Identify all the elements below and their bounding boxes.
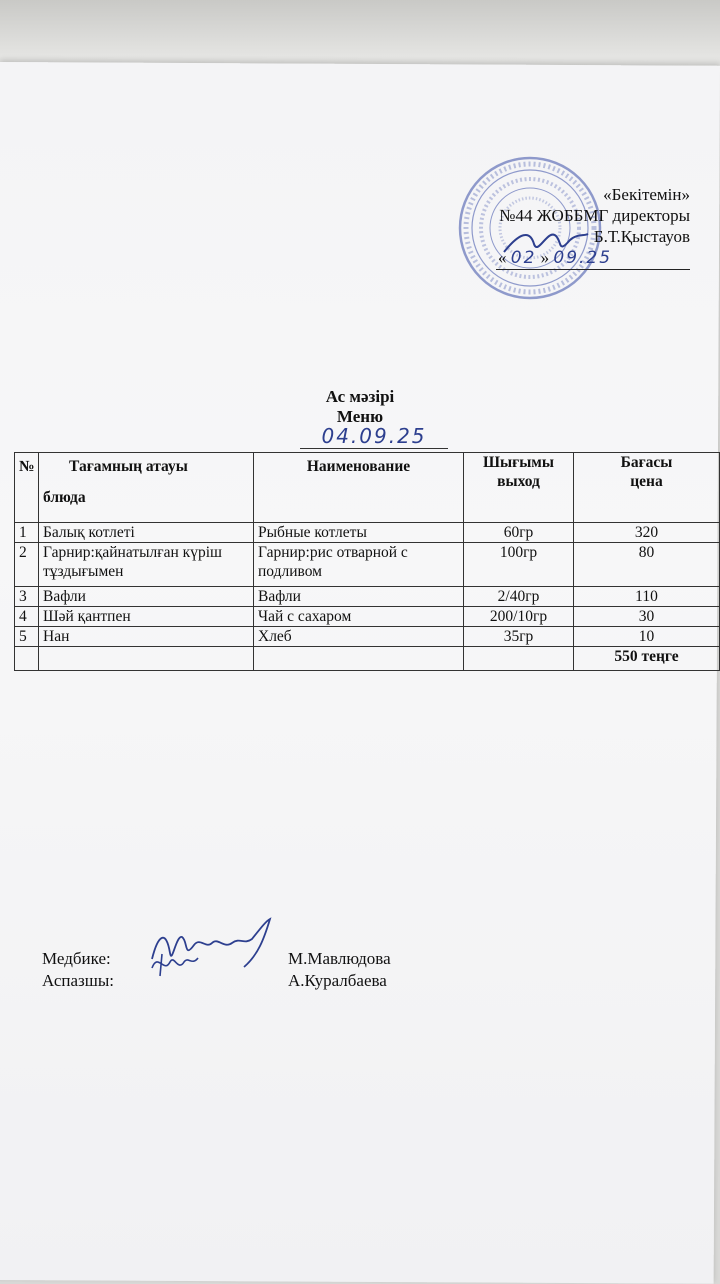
- header-name-russian: Наименование: [254, 453, 464, 523]
- table-row: [15, 587, 720, 607]
- table-total-row: [15, 647, 720, 671]
- row-name-russian: Вафли: [254, 587, 464, 607]
- header-output-top: Шығымы: [483, 454, 554, 471]
- row-name-russian: Рыбные котлеты: [254, 523, 464, 543]
- row-name-russian: Чай с сахаром: [254, 607, 464, 627]
- header-price: [574, 453, 720, 523]
- header-name-kazakh-top: Тағамның атауы: [69, 458, 188, 475]
- cook-signature-icon: [148, 948, 203, 978]
- header-price-bottom: цена: [630, 473, 663, 490]
- row-price: 30: [574, 607, 720, 627]
- total-empty-cell: [464, 647, 574, 671]
- row-name-kazakh: Балық котлеті: [39, 523, 254, 543]
- row-price: 10: [574, 627, 720, 647]
- row-name-russian: Хлеб: [254, 627, 464, 647]
- title-russian: Меню: [336, 407, 384, 426]
- row-price: 80: [574, 543, 720, 587]
- cook-label: Аспазшы:: [42, 971, 114, 990]
- row-name-kazakh: Нан: [39, 627, 254, 647]
- header-name-kazakh: [39, 453, 254, 523]
- table-header-row: [15, 453, 720, 523]
- row-output: 100гр: [464, 543, 574, 587]
- table-row: [15, 523, 720, 543]
- row-output: 200/10гр: [464, 607, 574, 627]
- header-number: №: [15, 453, 39, 523]
- header-name-kazakh-bottom: блюда: [43, 489, 86, 506]
- director-signature-icon: [500, 222, 590, 262]
- row-name-kazakh: Гарнир:қайнатылған күріш тұздығымен: [39, 543, 254, 587]
- approval-date-close: »: [540, 248, 550, 267]
- total-empty-cell: [39, 647, 254, 671]
- menu-date: 04.09.25: [300, 424, 448, 449]
- header-price-top: Бағасы: [620, 454, 673, 471]
- table-row: [15, 543, 720, 587]
- row-name-russian: Гарнир:рис отварной с подливом: [254, 543, 464, 587]
- cook-name: А.Куралбаева: [288, 971, 387, 990]
- approval-director-name: Б.Т.Қыстауов: [593, 227, 690, 246]
- approval-date-rest: 09.25: [553, 248, 613, 268]
- row-number: 2: [15, 543, 39, 587]
- table-row: [15, 607, 720, 627]
- row-price: 110: [574, 587, 720, 607]
- row-name-kazakh: Шәй қантпен: [39, 607, 254, 627]
- total-empty-cell: [15, 647, 39, 671]
- table-row: [15, 627, 720, 647]
- header-output-bottom: выход: [497, 473, 540, 490]
- approval-title: «Бекітемін»: [603, 185, 690, 204]
- title-kazakh: Ас мәзірі: [325, 387, 395, 406]
- row-output: 35гр: [464, 627, 574, 647]
- menu-table: [14, 452, 720, 671]
- approval-date-open: «: [498, 248, 507, 267]
- nurse-label: Медбике:: [42, 949, 111, 968]
- nurse-name: М.Мавлюдова: [288, 949, 391, 968]
- row-number: 3: [15, 587, 39, 607]
- row-output: 2/40гр: [464, 587, 574, 607]
- approval-date-day: 02: [510, 248, 537, 268]
- row-number: 5: [15, 627, 39, 647]
- row-price: 320: [574, 523, 720, 543]
- total-price: 550 теңге: [574, 647, 720, 671]
- row-name-kazakh: Вафли: [39, 587, 254, 607]
- row-output: 60гр: [464, 523, 574, 543]
- row-number: 4: [15, 607, 39, 627]
- header-output: [464, 453, 574, 523]
- row-number: 1: [15, 523, 39, 543]
- approval-position: №44 ЖОББМГ директоры: [499, 206, 690, 225]
- total-empty-cell: [254, 647, 464, 671]
